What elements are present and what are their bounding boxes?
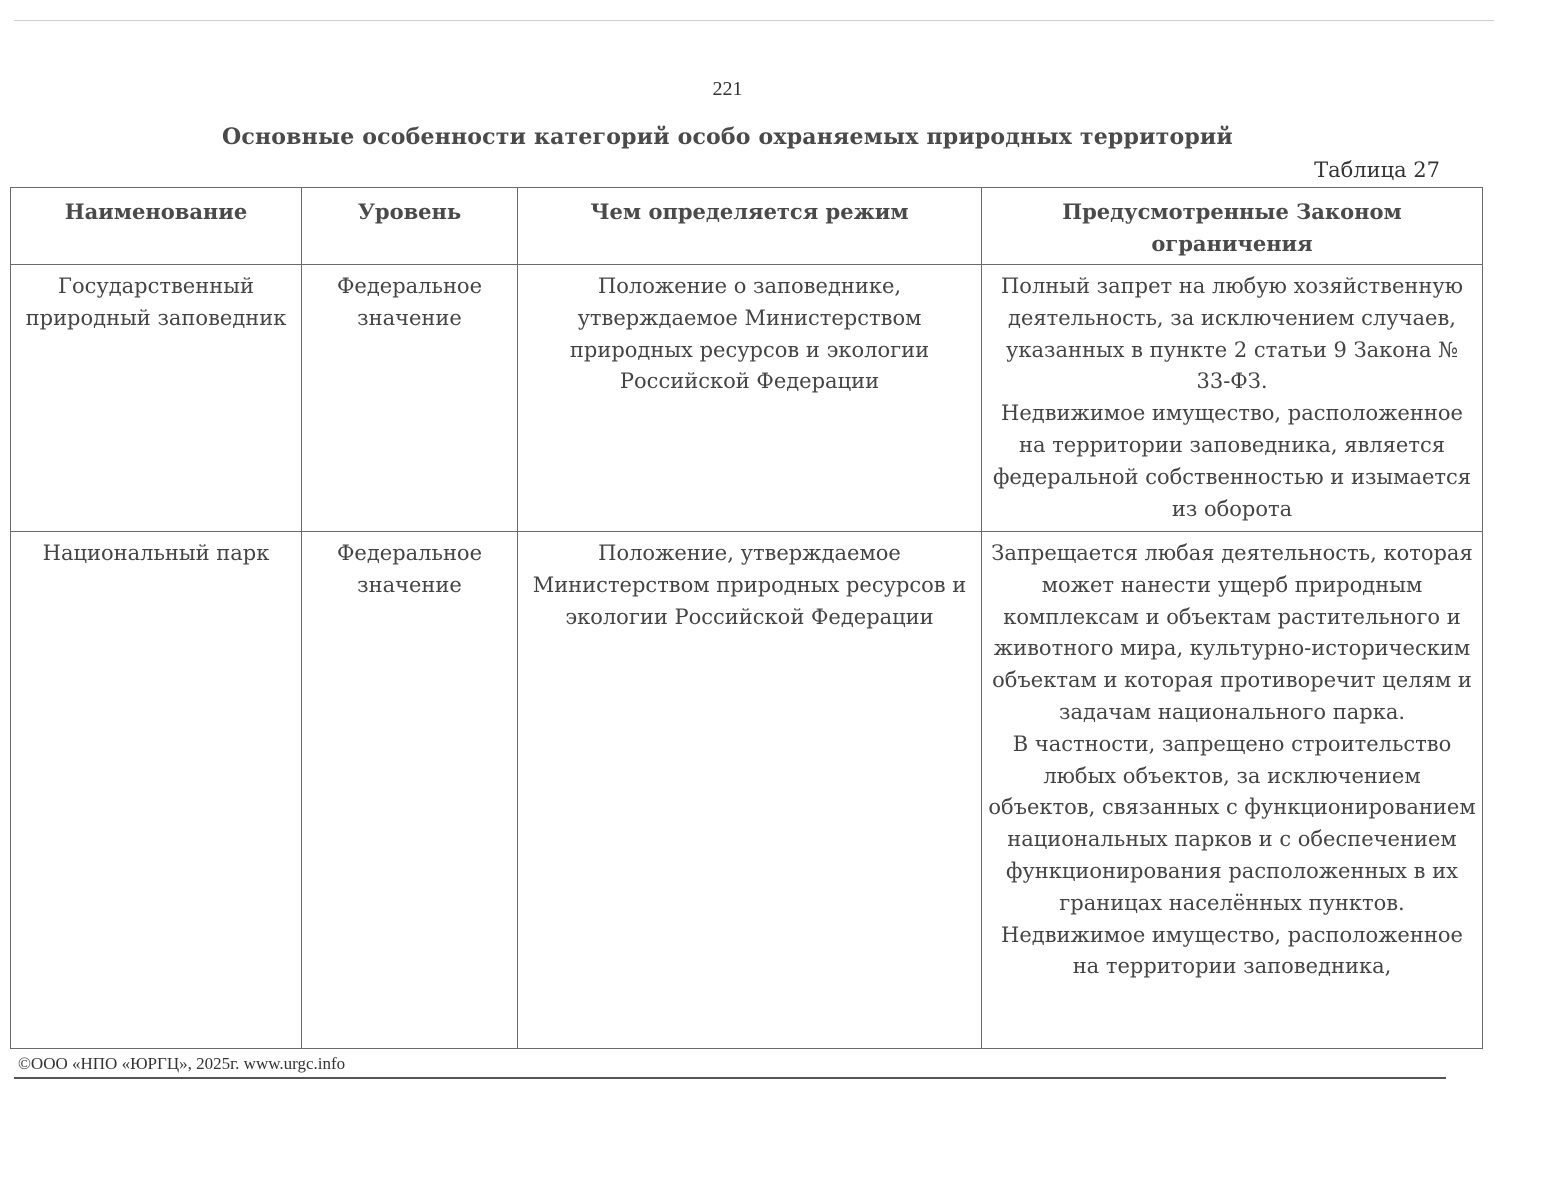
header-regime: Чем определяется режим [518,188,982,265]
cell-level: Федеральное значение [302,532,518,1049]
cell-level: Федеральное значение [302,265,518,532]
header-name: Наименование [11,188,302,265]
restriction-paragraph: Недвижимое имущество, расположенное на территории заповедника, [1001,922,1463,979]
protected-areas-table [10,187,1483,1049]
cell-regime: Положение о заповеднике, утверждаемое Министерством природных ресурсов и экологии Российской Федерации [518,265,982,532]
header-restrictions: Предусмотренные Законом ограничения [982,188,1483,265]
restriction-paragraph: Недвижимое имущество, расположенное на территории заповедника, является федеральной собственностью и изымается из оборота [992,401,1472,521]
cell-name: Государственный природный заповедник [11,265,302,532]
header-level: Уровень [302,188,518,265]
cell-restrictions [982,265,1483,532]
cell-name: Национальный парк [11,532,302,1049]
restriction-paragraph: В частности, запрещено строительство любых объектов, за исключением объектов, связанных с функционированием национальных парков и с обеспечением функционирования расположенных в их границах населённых пунктов. [988,731,1476,915]
footer-copyright: ©ООО «НПО «ЮРГЦ», 2025г. www.urgc.info [18,1054,346,1073]
page-number: 221 [712,78,743,100]
table-row [11,532,1483,1049]
restriction-paragraph: Запрещается любая деятельность, которая может нанести ущерб природным комплексам и объектам растительного и животного мира, культурно-историческим объектам и которая противоречит целям и задачам национального парка. [991,541,1473,724]
cell-regime: Положение, утверждаемое Министерством природных ресурсов и экологии Российской Федерации [518,532,982,1049]
page-title: Основные особенности категорий особо охраняемых природных территорий [222,124,1233,150]
table-caption: Таблица 27 [1314,158,1440,182]
footer-rule [14,1077,1446,1079]
table-header-row [11,188,1483,265]
cell-restrictions [982,532,1483,1049]
restriction-paragraph: Полный запрет на любую хозяйственную деятельность, за исключением случаев, указанных в пункте 2 статьи 9 Закона № 33-ФЗ. [1000,274,1464,394]
table-row [11,265,1483,532]
top-rule [14,20,1494,21]
